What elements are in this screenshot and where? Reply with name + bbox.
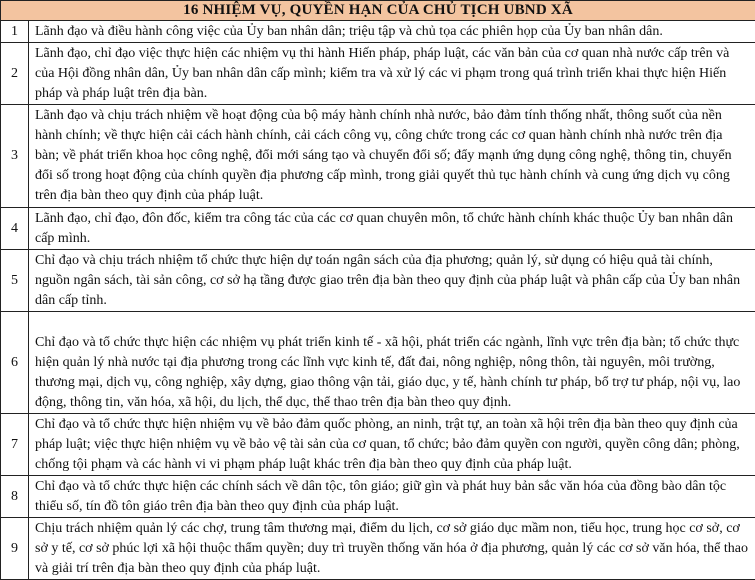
row-text: Lãnh đạo và chịu trách nhiệm về hoạt động của bộ máy hành chính nhà nước, bảo đảm tính thống nhất, thông suốt của nền hành chính; về thực hiện cải cách hành chính, cải cách công vụ, công chức trong các cơ quan hành chính nhà nước trên địa bàn; về phát triển khoa học công nghệ, đổi mới sáng tạo và chuyển đổi số; đẩy mạnh ứng dụng công nghệ, thông tin, chuyển đổi số trong hoạt động của chính quyền địa phương cấp mình, trong giải quyết thủ tục hành chính và cung ứng dịch vụ công trên địa bàn theo quy định của pháp luật. bbox=[29, 105, 755, 208]
row-number: 5 bbox=[1, 250, 29, 312]
table-row bbox=[1, 43, 755, 105]
row-text: Chỉ đạo và tổ chức thực hiện các nhiệm vụ phát triển kinh tế - xã hội, phát triển các ngành, lĩnh vực trên địa bàn; tổ chức thực hiện quản lý nhà nước tại địa phương trong các lĩnh vực kinh tế, đất đai, nông nghiệp, nông thôn, tài nguyên, môi trường, thương mại, dịch vụ, công nghiệp, xây dựng, giao thông vận tải, giáo dục, y tế, hành chính tư pháp, bổ trợ tư pháp, nội vụ, lao động, thông tin, văn hóa, xã hội, du lịch, thể dục, thể thao trên địa bàn theo quy định. bbox=[29, 312, 755, 414]
table-row bbox=[1, 21, 755, 43]
row-number: 2 bbox=[1, 43, 29, 105]
row-number: 1 bbox=[1, 21, 29, 43]
row-text: Lãnh đạo và điều hành công việc của Ủy ban nhân dân; triệu tập và chủ tọa các phiên họp của Ủy ban nhân dân. bbox=[29, 21, 755, 43]
table-row bbox=[1, 312, 755, 414]
row-number: 3 bbox=[1, 105, 29, 208]
row-number: 7 bbox=[1, 414, 29, 476]
row-number: 9 bbox=[1, 518, 29, 580]
table-row bbox=[1, 414, 755, 476]
table-row bbox=[1, 208, 755, 250]
row-text: Chỉ đạo và tổ chức thực hiện nhiệm vụ về bảo đảm quốc phòng, an ninh, trật tự, an toàn xã hội trên địa bàn theo quy định của pháp luật; việc thực hiện nhiệm vụ về bảo vệ tài sản của cơ quan, tổ chức; bảo đảm quyền con người, quyền công dân; phòng, chống tội phạm và các hành vi vi phạm pháp luật khác trên địa bàn theo quy định của pháp luật. bbox=[29, 414, 755, 476]
row-text: Chịu trách nhiệm quản lý các chợ, trung tâm thương mại, điểm du lịch, cơ sở giáo dục mầm non, tiểu học, trung học cơ sở, cơ sở y tế, cơ sở phúc lợi xã hội thuộc thẩm quyền; duy trì truyền thống văn hóa ở địa phương, quản lý các cơ sở văn hóa, thể thao và giải trí trên địa bàn theo quy định của pháp luật. bbox=[29, 518, 755, 580]
table-row bbox=[1, 476, 755, 518]
row-number: 6 bbox=[1, 312, 29, 414]
row-text: Chỉ đạo và chịu trách nhiệm tổ chức thực hiện dự toán ngân sách của địa phương; quản lý, sử dụng có hiệu quả tài chính, nguồn ngân sách, tài sản công, cơ sở hạ tầng được giao trên địa bàn theo quy định của pháp luật và phân cấp của Ủy ban nhân dân cấp tỉnh. bbox=[29, 250, 755, 312]
table-row bbox=[1, 250, 755, 312]
row-number: 4 bbox=[1, 208, 29, 250]
table-title: 16 NHIỆM VỤ, QUYỀN HẠN CỦA CHỦ TỊCH UBND XÃ bbox=[1, 1, 755, 21]
row-text: Lãnh đạo, chỉ đạo việc thực hiện các nhiệm vụ thi hành Hiến pháp, pháp luật, các văn bản của cơ quan nhà nước cấp trên và của Hội đồng nhân dân, Ủy ban nhân dân cấp mình; kiểm tra và xử lý các vi phạm trong quá trình triển khai thực hiện Hiến pháp và pháp luật trên địa bàn. bbox=[29, 43, 755, 105]
row-text: Lãnh đạo, chỉ đạo, đôn đốc, kiểm tra công tác của các cơ quan chuyên môn, tổ chức hành chính khác thuộc Ủy ban nhân dân cấp mình. bbox=[29, 208, 755, 250]
table-row bbox=[1, 518, 755, 580]
row-text: Chỉ đạo và tổ chức thực hiện các chính sách về dân tộc, tôn giáo; giữ gìn và phát huy bản sắc văn hóa của đồng bào dân tộc thiểu số, tín đồ tôn giáo trên địa bàn theo quy định của pháp luật. bbox=[29, 476, 755, 518]
title-row bbox=[1, 1, 755, 21]
row-number: 8 bbox=[1, 476, 29, 518]
table-row bbox=[1, 105, 755, 208]
